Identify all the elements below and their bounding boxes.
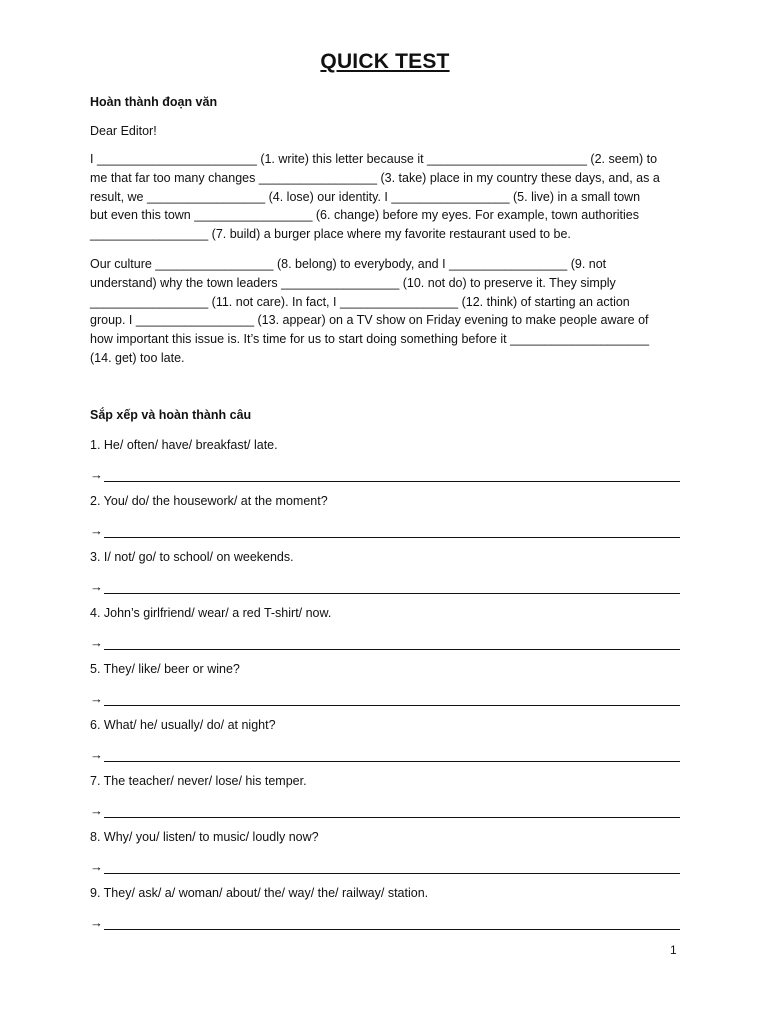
- exercise-item: [90, 884, 680, 930]
- section-heading-paragraph: Hoàn thành đoạn văn: [90, 95, 218, 109]
- paragraph-line: result, we _________________ (4. lose) our identity. I _________________ (5. live) in a small town: [90, 189, 641, 204]
- section-heading-reorder: Sắp xếp và hoàn thành câu: [90, 408, 252, 422]
- greeting: [90, 122, 680, 141]
- answer-row: [90, 464, 680, 482]
- answer-line[interactable]: [104, 525, 680, 538]
- answer-line[interactable]: [104, 749, 680, 762]
- paragraph-line: Our culture _________________ (8. belong) to everybody, and I _________________ (9. not: [90, 257, 607, 271]
- exercise-prompt: 2. You/ do/ the housework/ at the moment?: [90, 494, 328, 508]
- paragraph-2: [90, 255, 680, 368]
- exercise-prompt: 4. John’s girlfriend/ wear/ a red T-shirt/ now.: [90, 606, 332, 620]
- answer-line[interactable]: [104, 805, 680, 818]
- greeting-text: Dear Editor!: [90, 124, 157, 138]
- exercise-prompt: 3. I/ not/ go/ to school/ on weekends.: [90, 550, 294, 564]
- paragraph-line: _________________ (11. not care). In fact, I _________________ (12. think) of starting an action: [90, 294, 630, 309]
- answer-row: [90, 744, 680, 762]
- exercise-item: [90, 492, 680, 538]
- answer-row: [90, 800, 680, 818]
- paragraph-line: how important this issue is. It’s time for us to start doing something before it ____________________: [90, 332, 650, 347]
- arrow-right-icon: →: [90, 803, 103, 818]
- exercise-item: [90, 436, 680, 482]
- answer-row: [90, 520, 680, 538]
- exercise-prompt: 1. He/ often/ have/ breakfast/ late.: [90, 438, 278, 452]
- exercise-prompt: 8. Why/ you/ listen/ to music/ loudly now?: [90, 830, 319, 844]
- answer-row: [90, 576, 680, 594]
- page-number: 1: [670, 943, 677, 957]
- exercise-item: [90, 548, 680, 594]
- paragraph-line: group. I _________________ (13. appear) on a TV show on Friday evening to make people aware of: [90, 313, 649, 328]
- exercise-item: [90, 604, 680, 650]
- arrow-right-icon: →: [90, 635, 103, 650]
- answer-row: [90, 912, 680, 930]
- arrow-right-icon: →: [90, 691, 103, 706]
- arrow-right-icon: →: [90, 747, 103, 762]
- paragraph-line: _________________ (7. build) a burger place where my favorite restaurant used to be.: [90, 227, 571, 242]
- paragraph-line: understand) why the town leaders _________________ (10. not do) to preserve it. They simply: [90, 275, 616, 290]
- arrow-right-icon: →: [90, 915, 103, 930]
- answer-line[interactable]: [104, 581, 680, 594]
- answer-row: [90, 688, 680, 706]
- answer-line[interactable]: [104, 917, 680, 930]
- answer-line[interactable]: [104, 861, 680, 874]
- paragraph-line: but even this town _________________ (6. change) before my eyes. For example, town authorities: [90, 208, 639, 223]
- paragraph-line: (14. get) too late.: [90, 350, 185, 365]
- arrow-right-icon: →: [90, 579, 103, 594]
- answer-line[interactable]: [104, 693, 680, 706]
- paragraph-1: [90, 150, 680, 244]
- exercise-item: [90, 716, 680, 762]
- arrow-right-icon: →: [90, 467, 103, 482]
- exercise-item: [90, 660, 680, 706]
- answer-row: [90, 632, 680, 650]
- exercise-prompt: 9. They/ ask/ a/ woman/ about/ the/ way/ the/ railway/ station.: [90, 886, 429, 900]
- exercise-prompt: 5. They/ like/ beer or wine?: [90, 662, 240, 676]
- exercise-prompt: 7. The teacher/ never/ lose/ his temper.: [90, 774, 307, 788]
- answer-line[interactable]: [104, 469, 680, 482]
- paragraph-line: I _______________________ (1. write) this letter because it _______________________ (2. seem) to: [90, 152, 658, 166]
- exercise-prompt: 6. What/ he/ usually/ do/ at night?: [90, 718, 276, 732]
- paragraph-line: me that far too many changes _________________ (3. take) place in my country these days, and, as a: [90, 170, 660, 185]
- answer-row: [90, 856, 680, 874]
- arrow-right-icon: →: [90, 523, 103, 538]
- exercise-item: [90, 772, 680, 818]
- exercise-item: [90, 828, 680, 874]
- arrow-right-icon: →: [90, 859, 103, 874]
- answer-line[interactable]: [104, 637, 680, 650]
- page-title: QUICK TEST: [320, 50, 450, 73]
